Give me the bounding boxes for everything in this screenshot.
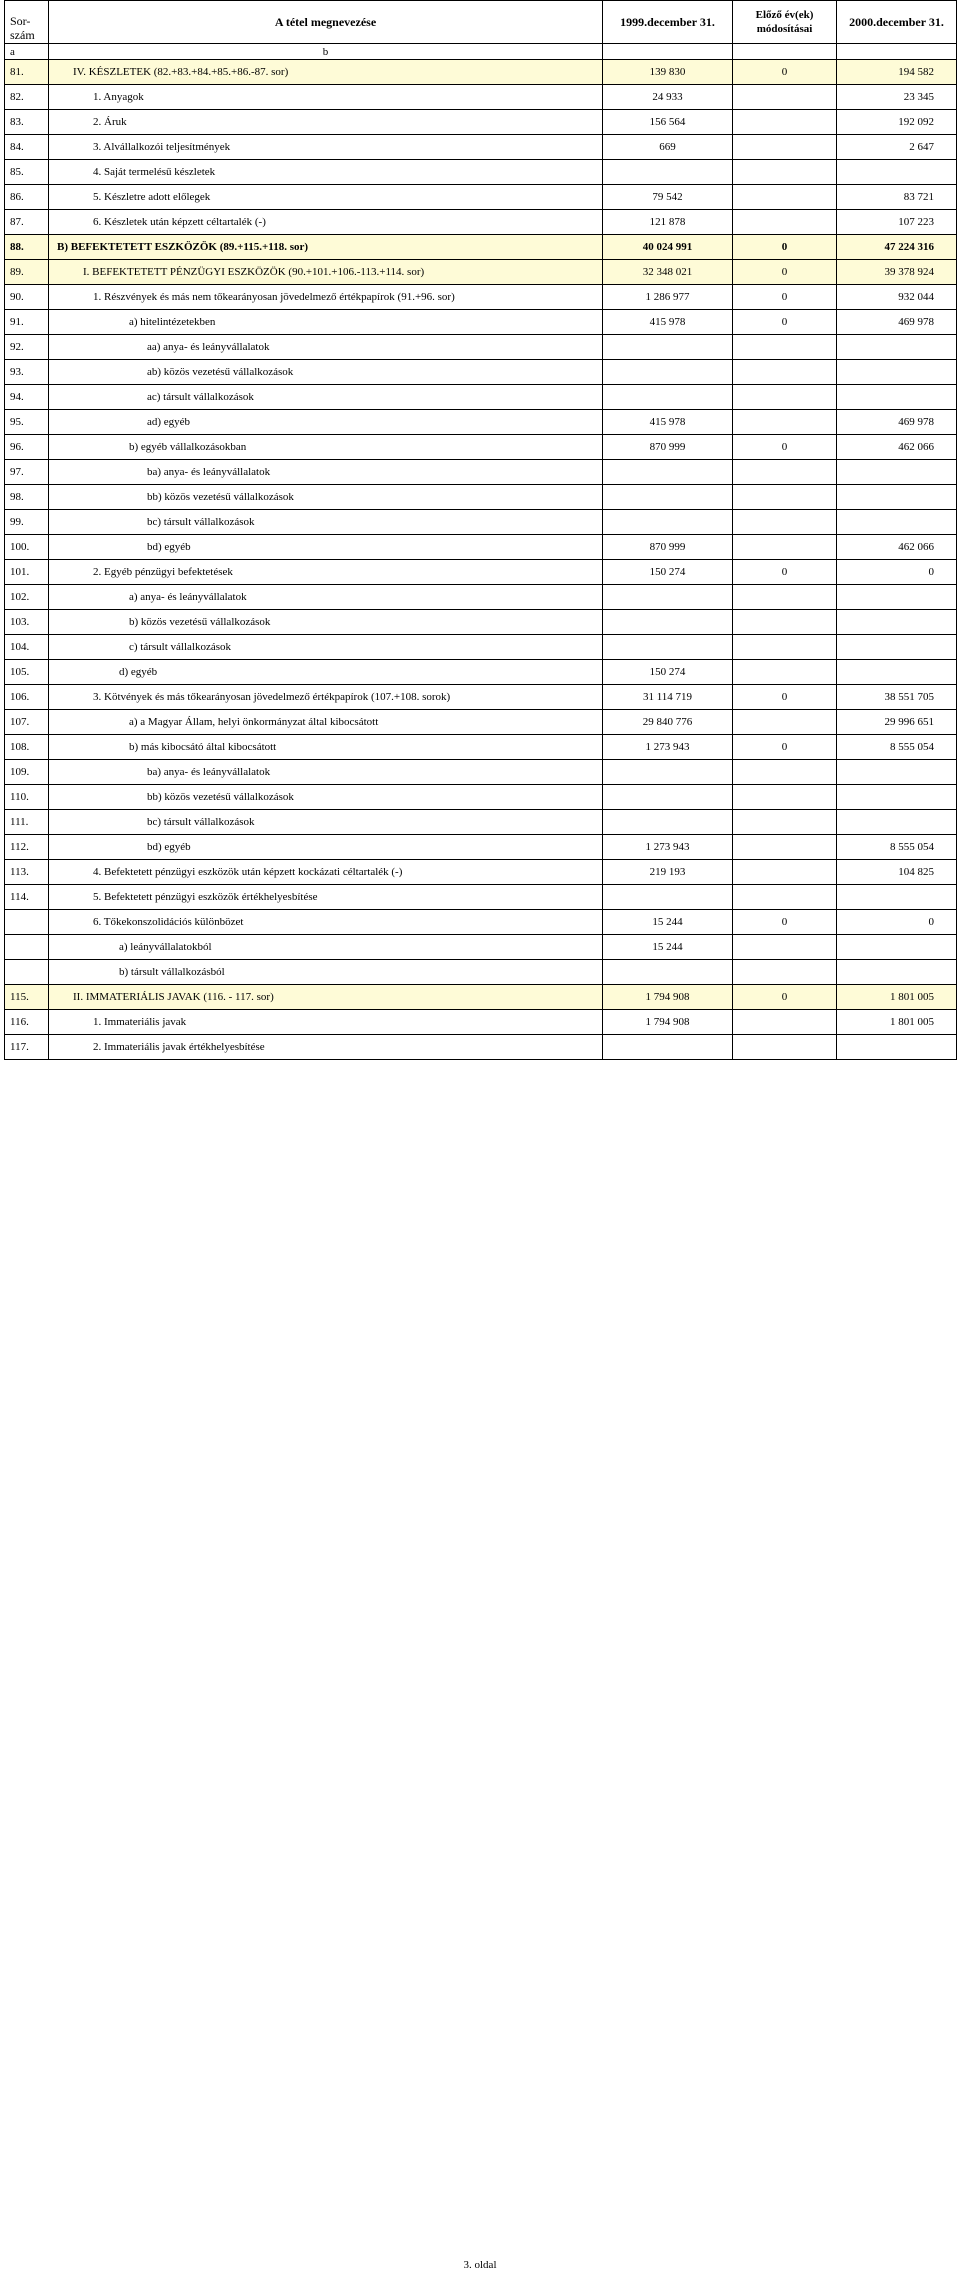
table-row [5,410,957,435]
item-name: bd) egyéb [49,535,603,560]
row-number: 113. [5,860,49,885]
value-1999: 32 348 021 [603,260,733,285]
item-name: a) anya- és leányvállalatok [49,585,603,610]
value-prior-adjustments [733,785,837,810]
row-number: 85. [5,160,49,185]
table-row [5,985,957,1010]
item-name: 1. Immateriális javak [49,1010,603,1035]
value-1999: 1 794 908 [603,1010,733,1035]
table-row [5,860,957,885]
item-name: II. IMMATERIÁLIS JAVAK (116. - 117. sor) [49,985,603,1010]
value-prior-adjustments [733,610,837,635]
item-name: 1. Anyagok [49,85,603,110]
table-row [5,110,957,135]
table-row [5,235,957,260]
subheader-a: a [5,44,49,60]
table-row [5,960,957,985]
table-row [5,310,957,335]
value-1999: 1 286 977 [603,285,733,310]
row-number: 98. [5,485,49,510]
row-number: 93. [5,360,49,385]
value-1999 [603,460,733,485]
value-2000 [837,635,957,660]
row-number: 91. [5,310,49,335]
value-prior-adjustments: 0 [733,985,837,1010]
value-2000 [837,610,957,635]
value-2000: 83 721 [837,185,957,210]
table-row [5,460,957,485]
item-name: bb) közös vezetésű vállalkozások [49,485,603,510]
value-2000 [837,760,957,785]
row-number: 104. [5,635,49,660]
item-name: 2. Egyéb pénzügyi befektetések [49,560,603,585]
value-prior-adjustments [733,210,837,235]
value-prior-adjustments: 0 [733,435,837,460]
item-name: 3. Kötvények és más tőkearányosan jövedelmező értékpapírok (107.+108. sorok) [49,685,603,710]
row-number [5,960,49,985]
value-prior-adjustments [733,335,837,360]
item-name: 2. Immateriális javak értékhelyesbítése [49,1035,603,1060]
value-1999 [603,510,733,535]
row-number: 105. [5,660,49,685]
item-name: ba) anya- és leányvállalatok [49,460,603,485]
item-name: ba) anya- és leányvállalatok [49,760,603,785]
value-prior-adjustments [733,860,837,885]
value-1999: 1 273 943 [603,735,733,760]
value-2000: 8 555 054 [837,735,957,760]
value-2000: 47 224 316 [837,235,957,260]
table-row [5,335,957,360]
row-number [5,910,49,935]
value-2000: 0 [837,910,957,935]
item-name: b) egyéb vállalkozásokban [49,435,603,460]
item-name: 3. Alvállalkozói teljesítmények [49,135,603,160]
value-prior-adjustments [733,835,837,860]
item-name: 5. Befektetett pénzügyi eszközök értékhelyesbítése [49,885,603,910]
value-1999 [603,960,733,985]
table-body [5,60,957,1060]
row-number: 111. [5,810,49,835]
item-name: c) társult vállalkozások [49,635,603,660]
table-row [5,435,957,460]
row-number: 97. [5,460,49,485]
value-1999: 150 274 [603,660,733,685]
value-1999: 121 878 [603,210,733,235]
value-prior-adjustments [733,85,837,110]
value-2000: 462 066 [837,535,957,560]
item-name: a) a Magyar Állam, helyi önkormányzat által kibocsátott [49,710,603,735]
item-name: IV. KÉSZLETEK (82.+83.+84.+85.+86.-87. sor) [49,60,603,85]
value-1999: 156 564 [603,110,733,135]
value-2000 [837,660,957,685]
row-number: 81. [5,60,49,85]
row-number: 102. [5,585,49,610]
row-number: 107. [5,710,49,735]
item-name: 2. Áruk [49,110,603,135]
value-2000: 39 378 924 [837,260,957,285]
table-row [5,910,957,935]
value-2000 [837,935,957,960]
subheader-b: b [49,44,603,60]
item-name: aa) anya- és leányvállalatok [49,335,603,360]
table-row [5,885,957,910]
item-name: bb) közös vezetésű vállalkozások [49,785,603,810]
value-2000 [837,810,957,835]
value-1999 [603,335,733,360]
value-1999 [603,610,733,635]
row-number: 116. [5,1010,49,1035]
value-2000 [837,885,957,910]
value-2000: 0 [837,560,957,585]
value-prior-adjustments [733,135,837,160]
value-prior-adjustments [733,1010,837,1035]
value-2000 [837,485,957,510]
value-1999: 415 978 [603,410,733,435]
row-number: 82. [5,85,49,110]
table-row [5,660,957,685]
value-1999: 15 244 [603,910,733,935]
value-2000: 2 647 [837,135,957,160]
value-1999 [603,360,733,385]
row-number: 114. [5,885,49,910]
value-2000 [837,585,957,610]
value-prior-adjustments [733,635,837,660]
table-row [5,60,957,85]
row-number: 87. [5,210,49,235]
value-prior-adjustments: 0 [733,260,837,285]
row-number: 106. [5,685,49,710]
value-1999: 31 114 719 [603,685,733,710]
value-2000: 23 345 [837,85,957,110]
table-row [5,135,957,160]
item-name: I. BEFEKTETETT PÉNZÜGYI ESZKÖZÖK (90.+101.+106.-113.+114. sor) [49,260,603,285]
value-prior-adjustments [733,885,837,910]
row-number: 103. [5,610,49,635]
value-prior-adjustments [733,460,837,485]
header-item-name: A tétel megnevezése [49,1,603,44]
value-1999: 24 933 [603,85,733,110]
header-prior-adjustments: Előző év(ek) módosításai [733,1,837,44]
item-name: 6. Készletek után képzett céltartalék (-) [49,210,603,235]
value-1999: 79 542 [603,185,733,210]
value-2000: 29 996 651 [837,710,957,735]
item-name: B) BEFEKTETETT ESZKÖZÖK (89.+115.+118. sor) [49,235,603,260]
value-prior-adjustments: 0 [733,60,837,85]
table-row [5,935,957,960]
value-prior-adjustments [733,385,837,410]
item-name: b) közös vezetésű vállalkozások [49,610,603,635]
value-prior-adjustments [733,160,837,185]
row-number: 110. [5,785,49,810]
row-number: 92. [5,335,49,360]
value-prior-adjustments: 0 [733,285,837,310]
table-row [5,185,957,210]
value-1999: 870 999 [603,535,733,560]
table-row [5,1010,957,1035]
table-row [5,610,957,635]
value-1999: 1 273 943 [603,835,733,860]
value-prior-adjustments: 0 [733,910,837,935]
row-number: 99. [5,510,49,535]
value-prior-adjustments [733,535,837,560]
table-row [5,260,957,285]
value-1999 [603,385,733,410]
page-number: 3. oldal [463,2259,497,2271]
balance-table [4,0,957,1060]
value-2000: 8 555 054 [837,835,957,860]
table-row [5,510,957,535]
table-row [5,585,957,610]
value-1999 [603,810,733,835]
table-row [5,560,957,585]
table-row [5,85,957,110]
item-name: bc) társult vállalkozások [49,510,603,535]
item-name: d) egyéb [49,660,603,685]
item-name: bc) társult vállalkozások [49,810,603,835]
value-2000 [837,160,957,185]
item-name: 4. Befektetett pénzügyi eszközök után képzett kockázati céltartalék (-) [49,860,603,885]
value-prior-adjustments [733,810,837,835]
item-name: ab) közös vezetésű vállalkozások [49,360,603,385]
balance-sheet [4,0,956,1060]
row-number: 112. [5,835,49,860]
value-1999: 15 244 [603,935,733,960]
value-prior-adjustments [733,710,837,735]
value-1999 [603,635,733,660]
value-prior-adjustments: 0 [733,735,837,760]
row-number: 94. [5,385,49,410]
row-number: 109. [5,760,49,785]
value-1999 [603,785,733,810]
value-2000: 469 978 [837,310,957,335]
value-2000: 932 044 [837,285,957,310]
value-prior-adjustments: 0 [733,235,837,260]
value-2000: 38 551 705 [837,685,957,710]
value-2000 [837,360,957,385]
row-number: 101. [5,560,49,585]
value-1999: 219 193 [603,860,733,885]
header-1999: 1999.december 31. [603,1,733,44]
row-number: 83. [5,110,49,135]
value-prior-adjustments [733,1035,837,1060]
row-number: 88. [5,235,49,260]
table-row [5,810,957,835]
value-2000 [837,1035,957,1060]
table-row [5,535,957,560]
value-prior-adjustments [733,410,837,435]
row-number: 115. [5,985,49,1010]
value-prior-adjustments [733,935,837,960]
table-row [5,835,957,860]
table-row [5,485,957,510]
value-1999 [603,160,733,185]
item-name: b) más kibocsátó által kibocsátott [49,735,603,760]
subheader-empty [603,44,733,60]
value-1999 [603,485,733,510]
table-row [5,760,957,785]
value-1999 [603,760,733,785]
value-2000: 1 801 005 [837,1010,957,1035]
value-2000: 104 825 [837,860,957,885]
value-1999 [603,1035,733,1060]
value-prior-adjustments [733,960,837,985]
value-prior-adjustments: 0 [733,560,837,585]
value-prior-adjustments [733,760,837,785]
value-prior-adjustments: 0 [733,310,837,335]
value-1999: 40 024 991 [603,235,733,260]
value-1999: 29 840 776 [603,710,733,735]
row-number: 108. [5,735,49,760]
value-2000 [837,460,957,485]
item-name: ad) egyéb [49,410,603,435]
header-row [5,1,957,44]
table-row [5,160,957,185]
row-number [5,935,49,960]
header-row-number: Sor- szám [5,1,49,44]
table-row [5,360,957,385]
item-name: ac) társult vállalkozások [49,385,603,410]
table-row [5,285,957,310]
row-number: 95. [5,410,49,435]
table-row [5,735,957,760]
value-1999: 870 999 [603,435,733,460]
value-2000: 192 092 [837,110,957,135]
row-number: 96. [5,435,49,460]
row-number: 117. [5,1035,49,1060]
value-2000: 107 223 [837,210,957,235]
value-1999: 139 830 [603,60,733,85]
value-1999: 415 978 [603,310,733,335]
item-name: 5. Készletre adott előlegek [49,185,603,210]
header-2000: 2000.december 31. [837,1,957,44]
row-number: 89. [5,260,49,285]
row-number: 90. [5,285,49,310]
row-number: 86. [5,185,49,210]
table-row [5,1035,957,1060]
table-row [5,710,957,735]
value-2000: 469 978 [837,410,957,435]
subheader-empty [733,44,837,60]
value-prior-adjustments [733,110,837,135]
value-prior-adjustments [733,485,837,510]
value-2000: 194 582 [837,60,957,85]
value-prior-adjustments [733,360,837,385]
value-2000: 1 801 005 [837,985,957,1010]
value-1999 [603,585,733,610]
item-name: a) leányvállalatokból [49,935,603,960]
value-prior-adjustments [733,585,837,610]
item-name: bd) egyéb [49,835,603,860]
value-2000 [837,510,957,535]
row-number: 84. [5,135,49,160]
item-name: 6. Tőkekonszolidációs különbözet [49,910,603,935]
item-name: b) társult vállalkozásból [49,960,603,985]
value-prior-adjustments [733,185,837,210]
item-name: 1. Részvények és más nem tőkearányosan jövedelmező értékpapírok (91.+96. sor) [49,285,603,310]
table-row [5,385,957,410]
table-row [5,635,957,660]
value-prior-adjustments [733,660,837,685]
header-subrow [5,44,957,60]
value-2000 [837,960,957,985]
table-row [5,210,957,235]
item-name: 4. Saját termelésű készletek [49,160,603,185]
value-2000 [837,785,957,810]
value-prior-adjustments: 0 [733,685,837,710]
item-name: a) hitelintézetekben [49,310,603,335]
value-2000: 462 066 [837,435,957,460]
value-prior-adjustments [733,510,837,535]
value-1999: 1 794 908 [603,985,733,1010]
value-1999: 150 274 [603,560,733,585]
value-1999: 669 [603,135,733,160]
subheader-empty [837,44,957,60]
table-row [5,685,957,710]
value-1999 [603,885,733,910]
value-2000 [837,335,957,360]
table-row [5,785,957,810]
value-2000 [837,385,957,410]
row-number: 100. [5,535,49,560]
